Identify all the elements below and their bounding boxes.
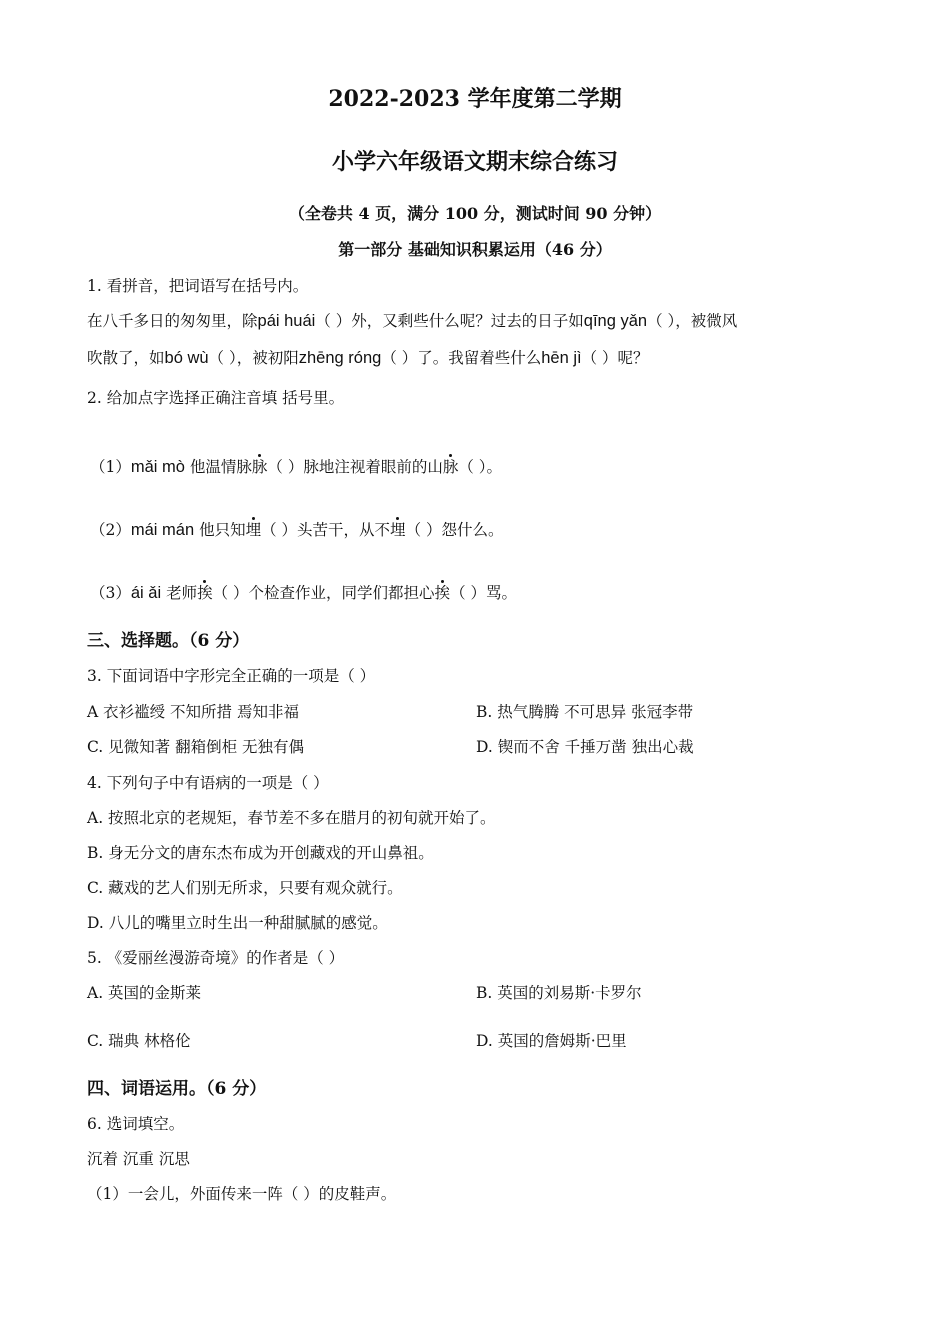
- q5-stem: 5. 《爱丽丝漫游奇境》的作者是（ ）: [87, 949, 345, 967]
- q1-pinyin: bó wù: [164, 349, 209, 367]
- section-3-heading: 三、选择题。（6 分）: [87, 631, 250, 651]
- q1-text: （ ）外，又剩些什么呢？过去的日子如: [315, 312, 584, 330]
- q3-stem: 3. 下面词语中字形完全正确的一项是（ ）: [87, 667, 376, 685]
- q4-option-a: A. 按照北京的老规矩，春节差不多在腊月的初旬就开始了。: [87, 809, 496, 827]
- q6-word-choices: 沉着 沉重 沉思: [87, 1150, 190, 1168]
- q5-option-d: D. 英国的詹姆斯·巴里: [476, 1032, 627, 1050]
- sentence-text: （ ）个检查作业，同学们都担心: [212, 584, 435, 602]
- q1-pinyin: pái huái: [257, 312, 316, 330]
- q1-text: （ ），被初阳: [208, 349, 299, 367]
- q4-stem: 4. 下列句子中有语病的一项是（ ）: [87, 774, 329, 792]
- q3-option-c: C. 见微知著 翻箱倒柜 无独有偶: [87, 738, 305, 756]
- pinyin-options: mái mán: [130, 521, 195, 539]
- title-year: 2022-2023 学年度第二学期: [328, 86, 622, 112]
- sentence-text: （ ）头苦干，从不: [261, 521, 391, 539]
- q3-option-d: D. 锲而不舍 千捶万凿 独出心裁: [476, 738, 694, 756]
- sentence-text: （ ）脉地注视着眼前的山: [267, 458, 443, 476]
- q1-text: （ ），被微风: [647, 312, 738, 330]
- item-number: （2）: [90, 521, 131, 539]
- dotted-char: 挨: [434, 584, 451, 602]
- sentence-text: 他只知: [194, 521, 246, 539]
- q4-option-b: B. 身无分文的唐东杰布成为开创藏戏的开山鼻祖。: [87, 844, 434, 862]
- q2-stem: 2. 给加点字选择正确注音填 括号里。: [87, 389, 345, 407]
- q1-line-2: [87, 350, 649, 367]
- q2-sentence-3: [90, 585, 517, 602]
- q1-pinyin: zhēng róng: [298, 349, 382, 367]
- q4-option-d: D. 八儿的嘴里立时生出一种甜腻腻的感觉。: [87, 914, 388, 932]
- q1-pinyin: hēn jì: [541, 349, 582, 367]
- q4-option-c: C. 藏戏的艺人们别无所求，只要有观众就行。: [87, 879, 403, 897]
- q5-option-c: C. 瑞典 林格伦: [87, 1032, 191, 1050]
- part-one-heading: 第一部分 基础知识积累运用（46 分）: [338, 240, 612, 259]
- sentence-text: 老师: [161, 584, 198, 602]
- sentence-text: （ ）骂。: [450, 584, 517, 602]
- item-number: （1）: [90, 458, 131, 476]
- title-exam: 小学六年级语文期末综合练习: [331, 149, 618, 175]
- section-4-heading: 四、词语运用。（6 分）: [87, 1079, 267, 1099]
- dotted-char: 挨: [197, 584, 213, 602]
- q5-option-a: A. 英国的金斯莱: [87, 984, 202, 1002]
- exam-subtitle: （全卷共 4 页，满分 100 分，测试时间 90 分钟）: [288, 204, 662, 223]
- pinyin-options: ái ǎi: [130, 584, 162, 602]
- sentence-text: （ ）。: [458, 458, 503, 476]
- dotted-char: 埋: [390, 521, 406, 539]
- q2-sentence-2: [90, 522, 504, 539]
- sentence-text: （ ）怨什么。: [405, 521, 504, 539]
- dotted-char: 埋: [245, 521, 262, 539]
- q1-pinyin: qīng yǎn: [583, 312, 648, 330]
- q1-line-1: [87, 313, 737, 330]
- pinyin-options: mǎi mò: [130, 458, 185, 476]
- q1-text: （ ）呢？: [581, 349, 649, 367]
- dotted-char: 脉: [442, 458, 459, 476]
- q5-option-b: B. 英国的刘易斯·卡罗尔: [476, 984, 642, 1002]
- dotted-char: 脉: [251, 458, 268, 476]
- q3-option-a: A 衣衫褴绶 不知所措 焉知非福: [87, 703, 299, 721]
- q1-stem: 1. 看拼音，把词语写在括号内。: [87, 277, 309, 295]
- q2-sentence-1: [90, 459, 502, 476]
- item-number: （3）: [90, 584, 131, 602]
- q3-option-b: B. 热气腾腾 不可思异 张冠李带: [476, 703, 694, 721]
- q1-text: 在八千多日的匆匆里，除: [87, 312, 258, 330]
- q6-sentence-1: （1）一会儿，外面传来一阵（ ）的皮鞋声。: [87, 1185, 397, 1203]
- q6-stem: 6. 选词填空。: [87, 1115, 185, 1133]
- sentence-text: 他温情脉: [184, 458, 252, 476]
- q1-text: （ ）了。我留着些什么: [381, 349, 542, 367]
- q1-text: 吹散了，如: [87, 349, 165, 367]
